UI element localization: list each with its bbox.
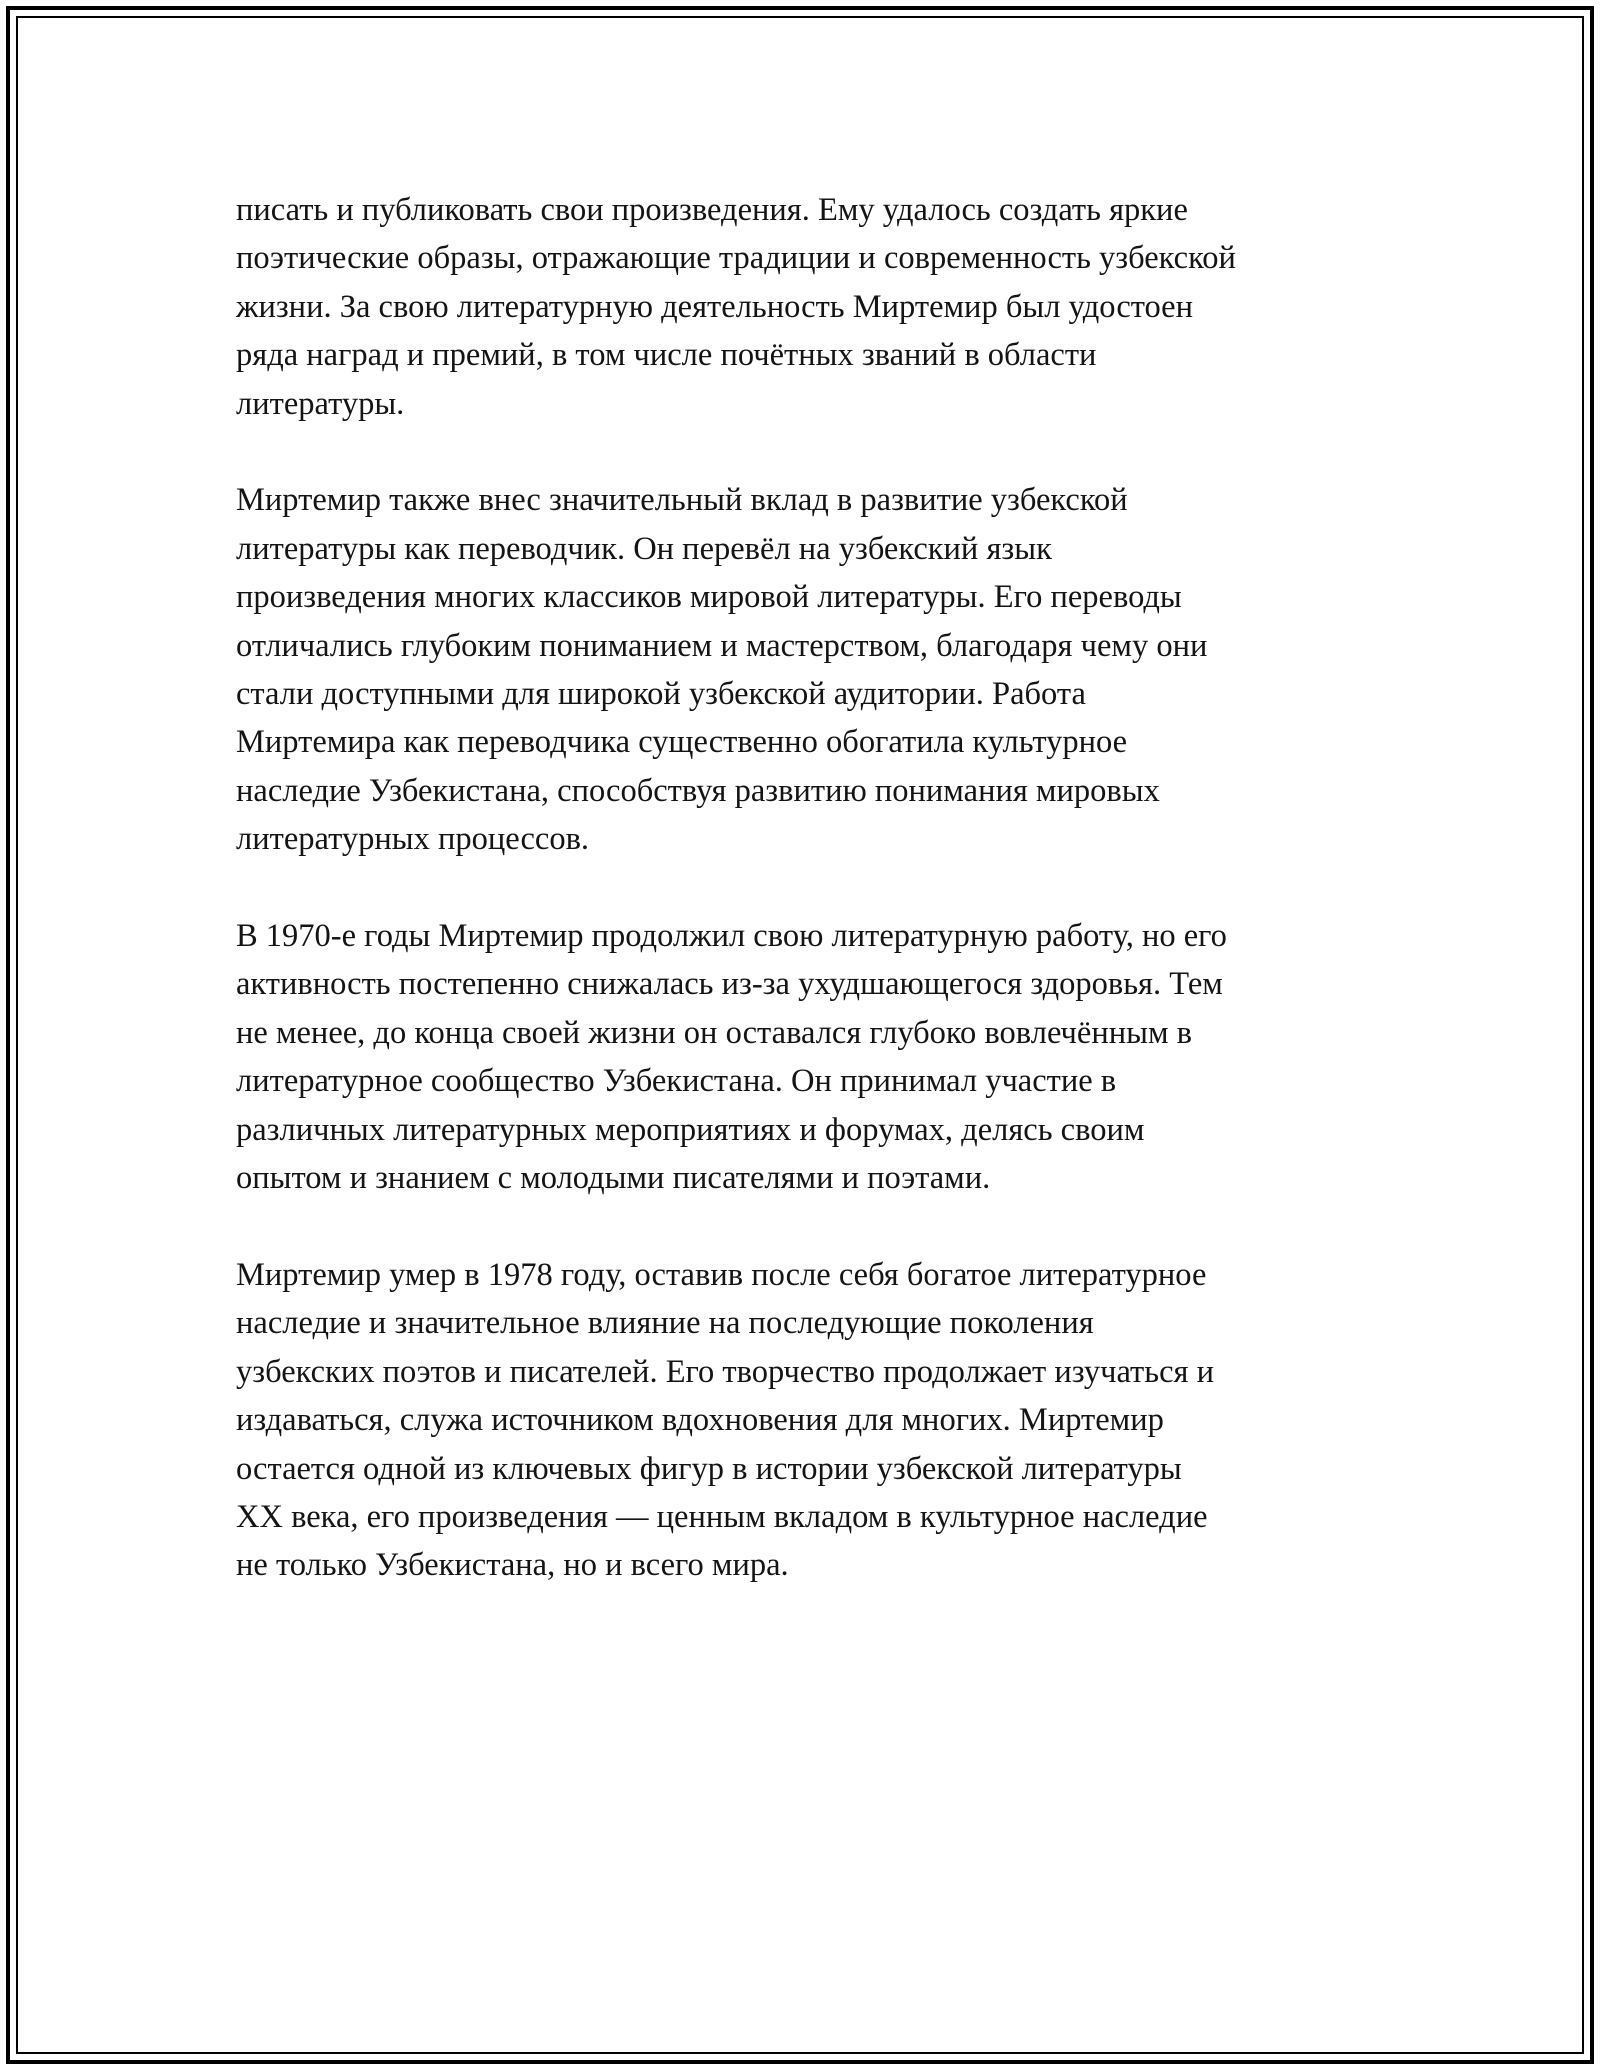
- text-line: ряда наград и премий, в том числе почётных званий в области: [236, 337, 1097, 374]
- text-line: XX века, его произведения — ценным вкладом в культурное наследие: [236, 1498, 1208, 1535]
- text-line: остается одной из ключевых фигур в истории узбекской литературы: [236, 1450, 1182, 1487]
- text-line: В 1970-е годы Миртемир продолжил свою литературную работу, но его: [236, 918, 1227, 955]
- paragraph-2: [236, 476, 1376, 863]
- text-line: не менее, до конца своей жизни он оставался глубоко вовлечённым в: [236, 1014, 1192, 1051]
- text-line: жизни. За свою литературную деятельность Миртемир был удостоен: [236, 288, 1194, 325]
- text-line: Миртемир умер в 1978 году, оставив после себя богатое литературное: [236, 1256, 1207, 1293]
- text-line: узбекских поэтов и писателей. Его творчество продолжает изучаться и: [236, 1353, 1214, 1390]
- text-line: различных литературных мероприятиях и форумах, делясь своим: [236, 1111, 1145, 1148]
- text-line: наследие Узбекистана, способствуя развитию понимания мировых: [236, 772, 1160, 809]
- text-line: активность постепенно снижалась из-за ухудшающегося здоровья. Тем: [236, 966, 1223, 1003]
- text-line: стали доступными для широкой узбекской аудитории. Работа: [236, 676, 1086, 713]
- text-line: наследие и значительное влияние на последующие поколения: [236, 1305, 1094, 1342]
- text-line: поэтические образы, отражающие традиции и современность узбекской: [236, 240, 1236, 277]
- text-line: издаваться, служа источником вдохновения для многих. Миртемир: [236, 1402, 1164, 1439]
- text-line: писать и публиковать свои произведения. Ему удалось создать яркие: [236, 192, 1188, 228]
- text-line: Миртемира как переводчика существенно обогатила культурное: [236, 724, 1128, 761]
- paragraph-3: [236, 912, 1376, 1202]
- text-line: опытом и знанием с молодыми писателями и поэтами.: [236, 1160, 991, 1197]
- text-line: не только Узбекистана, но и всего мира.: [236, 1547, 789, 1584]
- paragraph-1: [236, 186, 1376, 428]
- text-line: Миртемир также внес значительный вклад в развитие узбекской: [236, 482, 1128, 519]
- text-line: отличались глубоким пониманием и мастерством, благодаря чему они: [236, 627, 1208, 664]
- text-line: произведения многих классиков мировой литературы. Его переводы: [236, 579, 1182, 616]
- text-line: литературы как переводчик. Он перевёл на узбекский язык: [236, 530, 1052, 567]
- document-body: [236, 186, 1376, 1638]
- text-line: литературы.: [236, 385, 405, 422]
- paragraph-4: [236, 1251, 1376, 1590]
- text-line: литературное сообщество Узбекистана. Он принимал участие в: [236, 1063, 1117, 1100]
- text-line: литературных процессов.: [236, 821, 590, 858]
